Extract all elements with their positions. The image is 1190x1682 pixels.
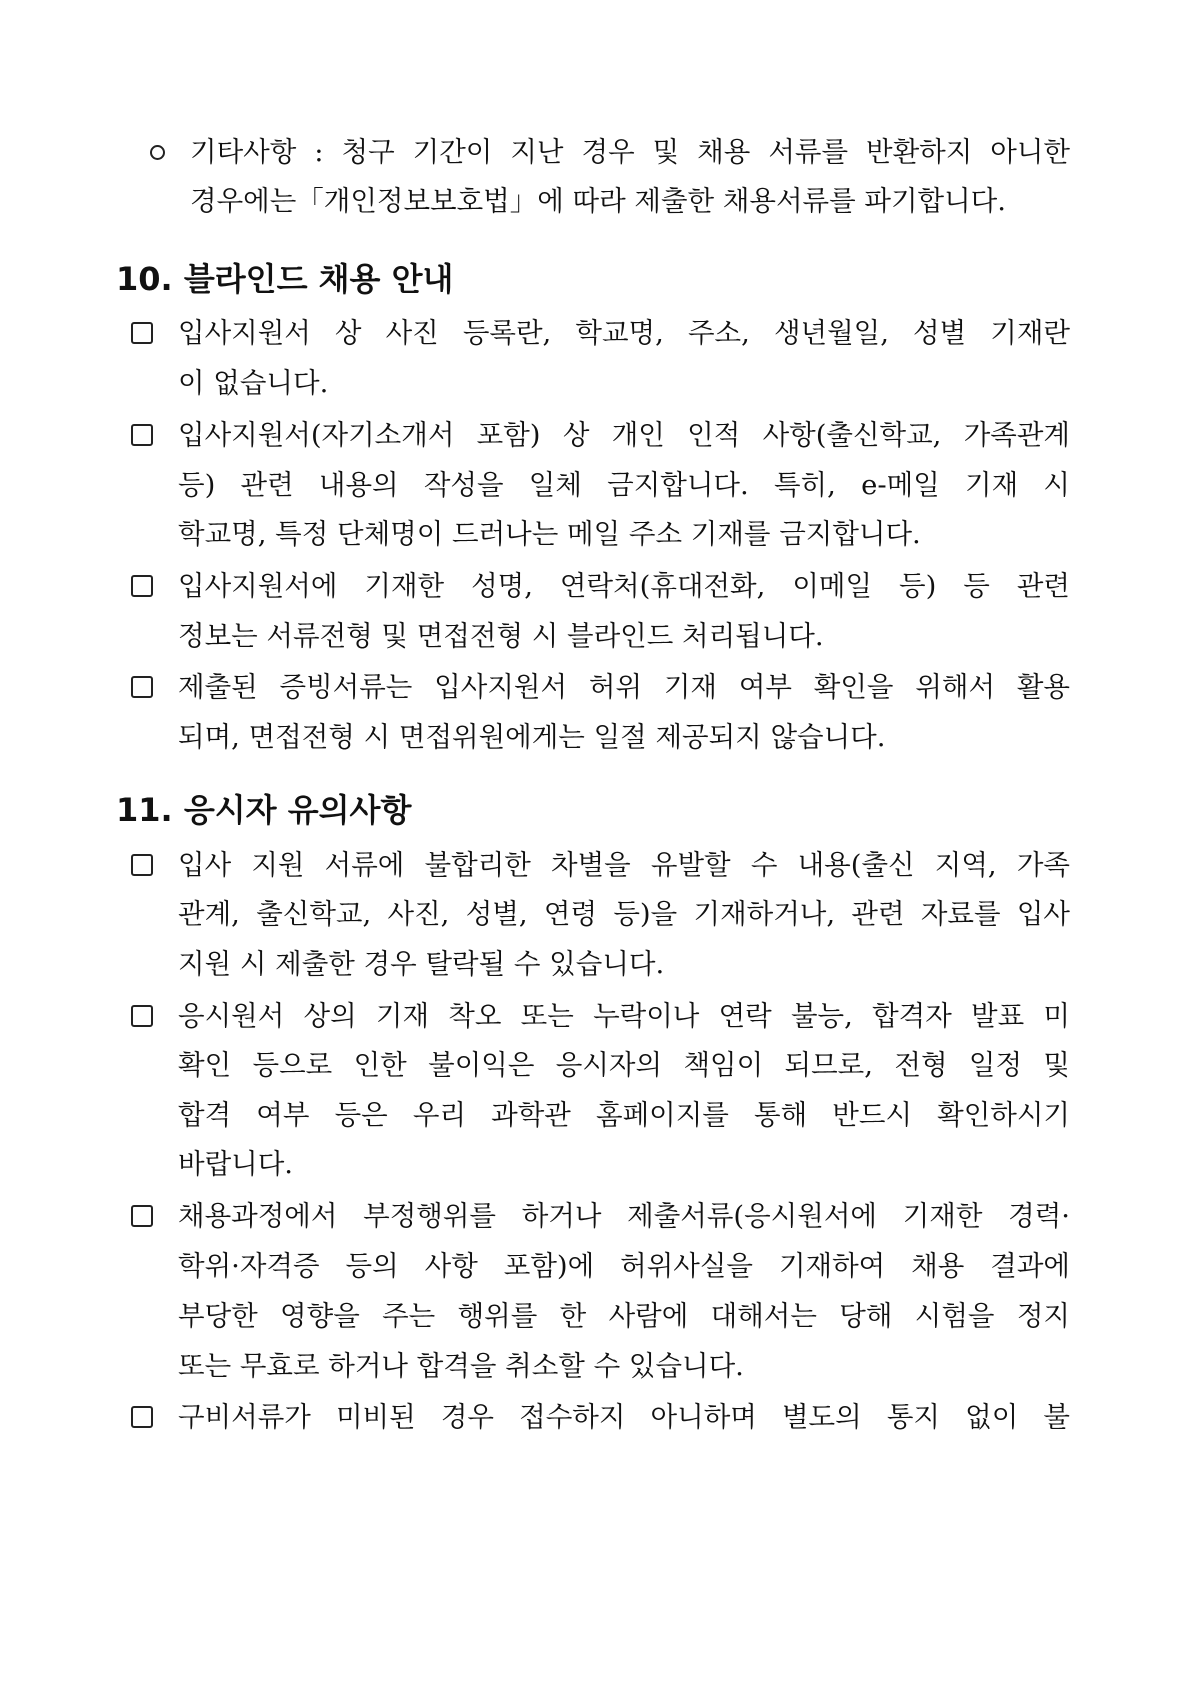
s11-item1-line2: 관계, 출신학교, 사진, 성별, 연령 등)을 기재하거나, 관련 자료를 입사 [178, 898, 1070, 930]
s10-item2-line1: 입사지원서(자기소개서 포함) 상 개인 인적 사항(출신학교, 가족관계 [178, 419, 1070, 451]
s11-item4-line1: 구비서류가 미비된 경우 접수하지 아니하며 별도의 통지 없이 불 [178, 1401, 1070, 1433]
checkbox-bullet-icon [131, 1406, 153, 1428]
s10-item1-line2: 이 없습니다. [178, 367, 329, 399]
section-10-title: 10. 블라인드 채용 안내 [116, 260, 454, 298]
checkbox-bullet-icon [131, 1205, 153, 1227]
etc-line-1: 기타사항 : 청구 기간이 지난 경우 및 채용 서류를 반환하지 아니한 [190, 136, 1070, 168]
etc-line-2: 경우에는「개인정보보호법」에 따라 제출한 채용서류를 파기합니다. [190, 185, 1006, 217]
s10-item3-line2: 정보는 서류전형 및 면접전형 시 블라인드 처리됩니다. [178, 620, 824, 652]
s11-item2-line2: 확인 등으로 인한 불이익은 응시자의 책임이 되므로, 전형 일정 및 [178, 1049, 1070, 1081]
s11-item1-line3: 지원 시 제출한 경우 탈락될 수 있습니다. [178, 948, 665, 980]
checkbox-bullet-icon [131, 575, 153, 597]
s11-item2-line4: 바랍니다. [178, 1148, 294, 1180]
s10-item1-line1: 입사지원서 상 사진 등록란, 학교명, 주소, 생년월일, 성별 기재란 [178, 317, 1070, 349]
checkbox-bullet-icon [131, 322, 153, 344]
section-11-title: 11. 응시자 유의사항 [116, 791, 412, 829]
s11-item3-line3: 부당한 영향을 주는 행위를 한 사람에 대해서는 당해 시험을 정지 [178, 1300, 1070, 1332]
checkbox-bullet-icon [131, 424, 153, 446]
s10-item2-line2: 등) 관련 내용의 작성을 일체 금지합니다. 특히, e-메일 기재 시 [178, 469, 1070, 501]
s10-item4-line2: 되며, 면접전형 시 면접위원에게는 일절 제공되지 않습니다. [178, 721, 886, 753]
s11-item2-line3: 합격 여부 등은 우리 과학관 홈페이지를 통해 반드시 확인하시기 [178, 1099, 1070, 1131]
s11-item1-line1: 입사 지원 서류에 불합리한 차별을 유발할 수 내용(출신 지역, 가족 [178, 849, 1070, 881]
s11-item3-line4: 또는 무효로 하거나 합격을 취소할 수 있습니다. [178, 1350, 744, 1382]
s11-item3-line1: 채용과정에서 부정행위를 하거나 제출서류(응시원서에 기재한 경력· [178, 1200, 1070, 1232]
checkbox-bullet-icon [131, 676, 153, 698]
s11-item2-line1: 응시원서 상의 기재 착오 또는 누락이나 연락 불능, 합격자 발표 미 [178, 1000, 1070, 1032]
s10-item3-line1: 입사지원서에 기재한 성명, 연락처(휴대전화, 이메일 등) 등 관련 [178, 570, 1070, 602]
s10-item2-line3: 학교명, 특정 단체명이 드러나는 메일 주소 기재를 금지합니다. [178, 518, 921, 550]
s10-item4-line1: 제출된 증빙서류는 입사지원서 허위 기재 여부 확인을 위해서 활용 [178, 671, 1070, 703]
checkbox-bullet-icon [131, 1005, 153, 1027]
s11-item3-line2: 학위·자격증 등의 사항 포함)에 허위사실을 기재하여 채용 결과에 [178, 1250, 1070, 1282]
circle-bullet-icon [150, 145, 165, 160]
checkbox-bullet-icon [131, 854, 153, 876]
